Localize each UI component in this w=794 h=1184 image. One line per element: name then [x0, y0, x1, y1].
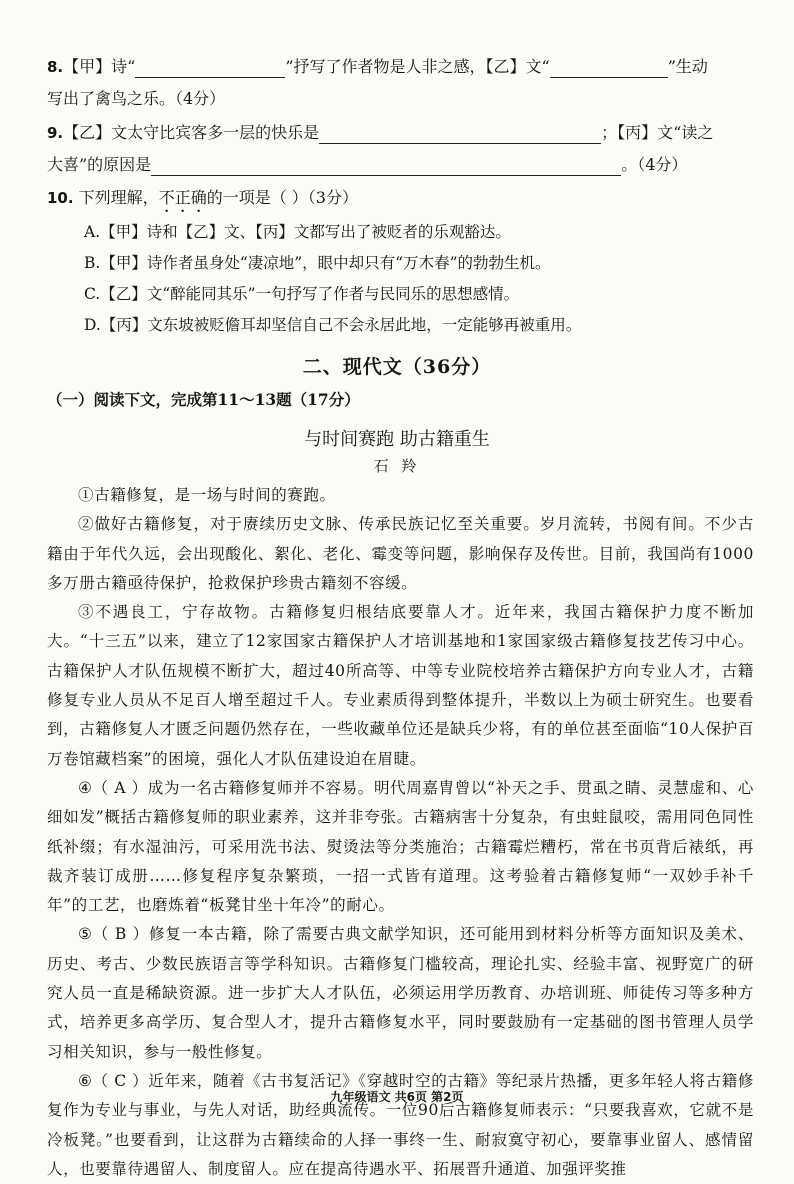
subsection-instruction: （一）阅读下文，完成第11～13题（17分） [47, 390, 360, 409]
answer-blank-9a[interactable] [319, 125, 601, 144]
section-title: 二、现代文（36分） [302, 356, 492, 378]
answer-blank-8b[interactable] [550, 59, 668, 78]
question-9-text-4: 。（4分） [621, 155, 688, 174]
option-c: C.【乙】文“醉能同其乐”一句抒写了作者与民同乐的思想感情。 [84, 285, 520, 303]
question-8-text-1: 【甲】诗“ [63, 57, 136, 76]
question-8-text-3: ”生动 [667, 57, 708, 76]
paragraph-5: ⑤（ B ）修复一本古籍，除了需要古典文献学知识，还可能用到材料分析等方面知识及美术、历史、考古、少数民族语言等学科知识。古籍修复门槛较高，理论扎实、经验丰富、视野宽广的研究人员一直是稀缺资源。进一步扩大人才队伍，必须运用学历教育、办培训班、师徒传习等多种方式，培养更多高学历、复合型人才，提升古籍修复水平，同时要鼓励有一定基础的图书管理人员学习相关知识，参与一般性修复。 [47, 925, 754, 1061]
question-9-text-2: ；【丙】文“读之 [601, 123, 714, 142]
option-a: A.【甲】诗和【乙】文、【丙】文都写出了被贬者的乐观豁达。 [84, 223, 511, 241]
question-8-text-2: ”抒写了作者物是人非之感，【乙】文“ [285, 57, 550, 76]
paragraph-3: ③不遇良工，宁存故物。古籍修复归根结底要靠人才。近年来，我国古籍保护力度不断加大。“十三五”以来，建立了12家国家古籍保护人才培训基地和1家国家级古籍修复技艺传习中心。古籍保护人才队伍规模不断扩大，超过40所高等、中等专业院校培养古籍保护方向专业人才，古籍修复专业人员从不足百人增至超过千人。专业素质得到整体提升，半数以上为硕士研究生。也要看到，古籍修复人才匮乏问题仍然存在，一些收藏单位还是缺兵少将，有的单位甚至面临“10人保护百万卷馆藏档案”的困境，强化人才队伍建设迫在眉睫。 [47, 603, 754, 768]
question-10-number: 10. [47, 189, 74, 207]
answer-blank-8a[interactable] [135, 59, 285, 78]
article-body [47, 481, 754, 1184]
question-10-text-2: 的一项是（ ）（3分） [206, 188, 358, 207]
question-8 [47, 57, 708, 78]
option-b: B.【甲】诗作者虽身处“凄凉地”，眼中却只有“万木春”的勃勃生机。 [84, 254, 551, 272]
paragraph-2: ②做好古籍修复，对于赓续历史文脉、传承民族记忆至关重要。岁月流转，书阅有间。不少古籍由于年代久远，会出现酸化、絮化、老化、霉变等问题，影响保存及传世。目前，我国尚有1000多万册古籍亟待保护，抢救保护珍贵古籍刻不容缓。 [47, 515, 754, 592]
question-10 [47, 188, 358, 216]
question-9-number: 9. [47, 124, 64, 142]
question-8-number: 8. [47, 58, 64, 76]
question-10-emphasis: 不正确 [158, 188, 207, 207]
question-9-text-3: 大喜”的原因是 [47, 155, 152, 174]
page-footer: 九年级语文 共6页 第2页 [330, 1090, 464, 1104]
question-9-text-1: 【乙】文太守比宾客多一层的快乐是 [63, 123, 320, 142]
paragraph-6: ⑥（ C ）近年来，随着《古书复活记》《穿越时空的古籍》等纪录片热播，更多年轻人将古籍修复作为专业与事业，与先人对话，助经典流传。一位90后古籍修复师表示：“只要我喜欢，它就不是冷板凳。”也要看到，让这群为古籍续命的人择一事终一生、耐寂寞守初心，要靠事业留人、感情留人，也要靠待遇留人、制度留人。应在提高待遇水平、拓展晋升通道、加强评奖推 [47, 1071, 754, 1178]
question-9-line-2 [47, 155, 687, 176]
question-9 [47, 123, 713, 144]
paragraph-1: ①古籍修复，是一场与时间的赛跑。 [78, 486, 336, 504]
question-8-line-2: 写出了禽鸟之乐。（4分） [47, 89, 226, 108]
article-title: 与时间赛跑 助古籍重生 [304, 429, 490, 450]
question-10-text-1: 下列理解， [78, 188, 159, 207]
paragraph-4: ④（ A ）成为一名古籍修复师并不容易。明代周嘉胄曾以“补天之手、贯虱之睛、灵慧虚和、心细如发”概括古籍修复师的职业素养，这并非夸张。古籍病害十分复杂，有虫蛀鼠咬，需用同色同性纸补缀；有水湿油污，可采用洗书法、熨烫法等分类施治；古籍霉烂糟朽，常在书页背后裱纸，再裁齐装订成册……修复程序复杂繁琐，一招一式皆有道理。这考验着古籍修复师“一双妙手补千年”的工艺，也磨炼着“板凳甘坐十年冷”的耐心。 [47, 778, 754, 915]
option-d: D.【丙】文东坡被贬儋耳却坚信自己不会永居此地，一定能够再被重用。 [84, 316, 582, 334]
article-author: 石 羚 [373, 457, 421, 475]
answer-blank-9b[interactable] [151, 157, 621, 176]
